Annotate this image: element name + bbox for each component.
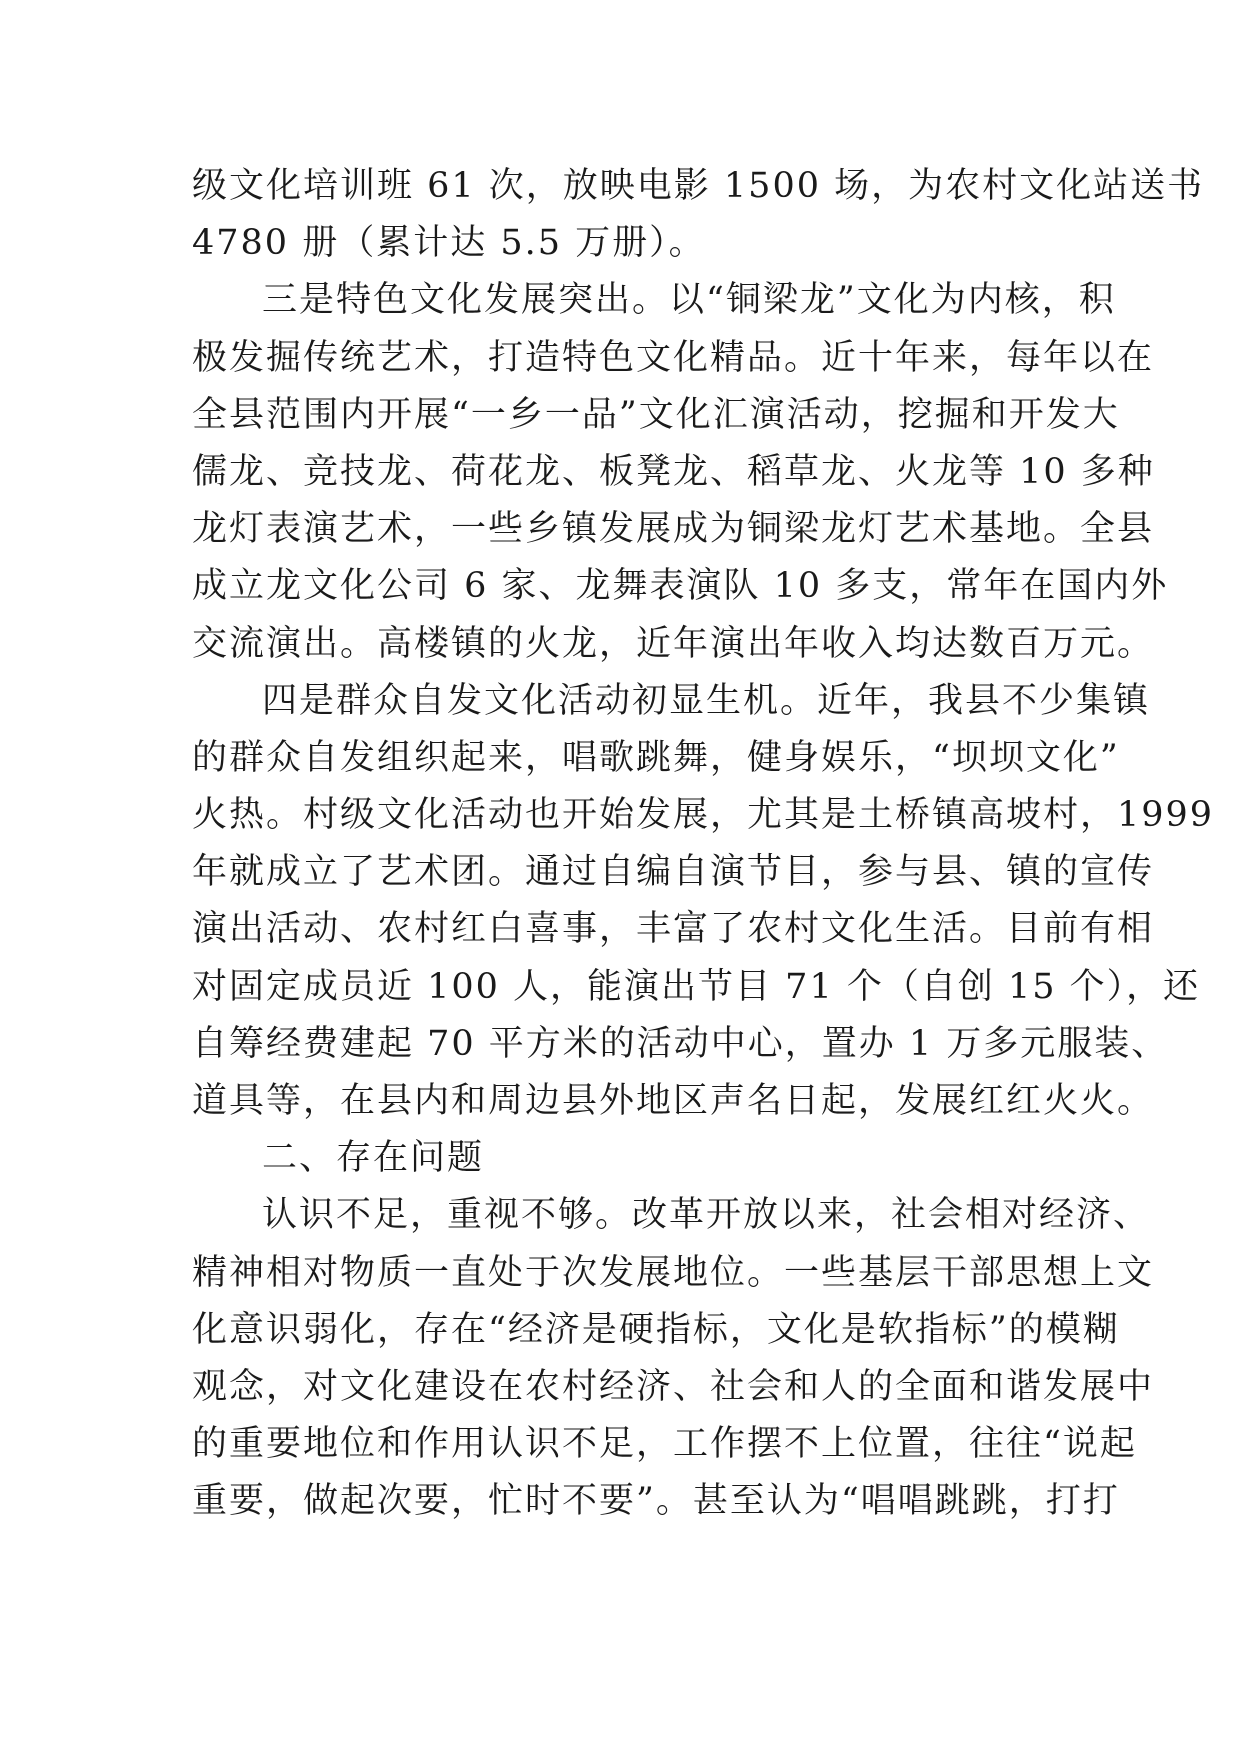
text-line: 自筹经费建起 70 平方米的活动中心，置办 1 万多元服装、 [192, 1023, 1169, 1064]
text-line: 精神相对物质一直处于次发展地位。一些基层干部思想上文 [192, 1252, 1155, 1293]
text-line: 演出活动、农村红白喜事，丰富了农村文化生活。目前有相 [192, 909, 1155, 950]
text-line: 的重要地位和作用认识不足，工作摆不上位置，往往“说起 [192, 1424, 1137, 1465]
text-line: 重要，做起次要，忙时不要”。甚至认为“唱唱跳跳，打打 [192, 1481, 1120, 1522]
text-line: 极发掘传统艺术，打造特色文化精品。近十年来，每年以在 [192, 337, 1155, 378]
text-line: 交流演出。高楼镇的火龙，近年演出年收入均达数百万元。 [192, 623, 1155, 664]
body-text [192, 158, 1215, 1531]
text-line: 龙灯表演艺术，一些乡镇发展成为铜梁龙灯艺术基地。全县 [192, 509, 1155, 550]
text-line: 观念，对文化建设在农村经济、社会和人的全面和谐发展中 [192, 1366, 1155, 1407]
text-line: 级文化培训班 61 次，放映电影 1500 场，为农村文化站送书 [192, 166, 1205, 206]
paragraph-start-line: 三是特色文化发展突出。以“铜梁龙”文化为内核，积 [262, 280, 1116, 321]
text-line: 化意识弱化，存在“经济是硬指标，文化是软指标”的模糊 [192, 1309, 1120, 1350]
text-line: 的群众自发组织起来，唱歌跳舞，健身娱乐，“坝坝文化” [192, 737, 1120, 778]
text-line: 道具等，在县内和周边县外地区声名日起，发展红红火火。 [192, 1081, 1155, 1121]
paragraph-start-line: 四是群众自发文化活动初显生机。近年，我县不少集镇 [262, 680, 1151, 721]
text-line: 对固定成员近 100 人，能演出节目 71 个（自创 15 个），还 [192, 966, 1201, 1007]
text-line: 全县范围内开展“一乡一品”文化汇演活动，挖掘和开发大 [192, 394, 1120, 435]
text-line: 年就成立了艺术团。通过自编自演节目，参与县、镇的宣传 [192, 852, 1155, 893]
paragraph-start-line: 认识不足，重视不够。改革开放以来，社会相对经济、 [262, 1195, 1151, 1236]
text-line: 儒龙、竞技龙、荷花龙、板凳龙、稻草龙、火龙等 10 多种 [192, 451, 1155, 492]
text-line: 火热。村级文化活动也开始发展，尤其是土桥镇高坡村，1999 [192, 795, 1215, 836]
text-line: 成立龙文化公司 6 家、龙舞表演队 10 多支，常年在国内外 [192, 566, 1169, 607]
text-line: 4780 册（累计达 5.5 万册）。 [192, 223, 706, 264]
section-heading: 二、存在问题 [262, 1138, 485, 1179]
